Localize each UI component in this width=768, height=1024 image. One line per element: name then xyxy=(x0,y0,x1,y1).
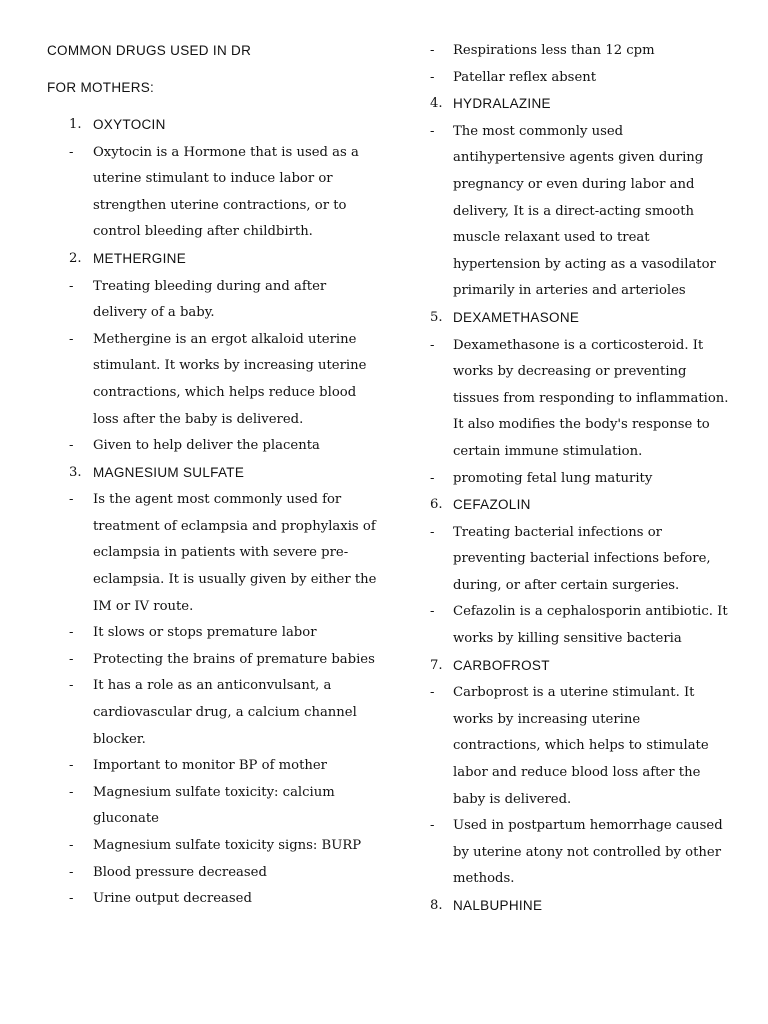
bullet-dash: - xyxy=(69,492,74,508)
bullet-text: Important to monitor BP of mother xyxy=(93,758,327,774)
bullet-point xyxy=(430,599,730,652)
document-title: COMMON DRUGS USED IN DR xyxy=(47,43,252,58)
bullet-dash: - xyxy=(430,524,435,540)
bullet-text: Treating bleeding during and after delivery of a baby. xyxy=(93,278,327,321)
drug-heading xyxy=(430,653,730,681)
bullet-dash: - xyxy=(430,69,435,85)
bullet-dash: - xyxy=(430,604,435,620)
right-list xyxy=(430,38,730,921)
drug-name: NALBUPHINE xyxy=(453,898,543,913)
bullet-dash: - xyxy=(69,758,74,774)
bullet-point xyxy=(430,65,730,92)
bullet-point xyxy=(47,647,377,674)
bullet-text: It slows or stops premature labor xyxy=(93,625,317,641)
bullet-dash: - xyxy=(430,685,435,701)
bullet-point xyxy=(47,780,377,833)
list-number: 7. xyxy=(430,657,443,673)
drug-name: HYDRALAZINE xyxy=(453,96,551,112)
bullet-point xyxy=(430,119,730,305)
right-column xyxy=(430,38,730,921)
bullet-text: It has a role as an anticonvulsant, a cardiovascular drug, a calcium channel blocker. xyxy=(93,678,357,747)
list-number: 2. xyxy=(69,250,82,266)
bullet-point xyxy=(47,274,377,327)
drug-name: CEFAZOLIN xyxy=(453,497,531,513)
bullet-text: Treating bacterial infections or preventing bacterial infections before, during, or after certain surgeries. xyxy=(453,524,711,593)
drug-heading xyxy=(47,112,377,140)
bullet-text: Methergine is an ergot alkaloid uterine stimulant. It works by increasing uterine contractions, which helps reduce blood loss after the baby is delivered. xyxy=(93,331,367,427)
bullet-text: Blood pressure decreased xyxy=(93,864,267,880)
bullet-dash: - xyxy=(430,123,435,139)
drug-name: DEXAMETHASONE xyxy=(453,309,580,325)
bullet-text: The most commonly used antihypertensive agents given during pregnancy or even during labor and delivery, It is a direct-acting smooth muscle relaxant used to treat hypertension by acting as a vasodilator primarily in arteries and arterioles xyxy=(453,123,716,299)
bullet-dash: - xyxy=(69,144,74,160)
bullet-point xyxy=(430,680,730,813)
bullet-text: Respirations less than 12 cpm xyxy=(453,43,655,58)
bullet-dash: - xyxy=(430,43,435,58)
bullet-dash: - xyxy=(69,625,74,641)
bullet-dash: - xyxy=(69,438,74,454)
list-number: 5. xyxy=(430,309,443,325)
bullet-text: Given to help deliver the placenta xyxy=(93,438,320,454)
bullet-point xyxy=(430,466,730,493)
drug-name: METHERGINE xyxy=(93,250,187,266)
bullet-text: Patellar reflex absent xyxy=(453,69,597,85)
bullet-dash: - xyxy=(430,470,435,486)
bullet-text: Is the agent most commonly used for treatment of eclampsia and prophylaxis of eclampsia in patients with severe pre-eclampsia. It is usually given by either the IM or IV route. xyxy=(93,492,377,614)
bullet-dash: - xyxy=(69,838,74,853)
bullet-text: Used in postpartum hemorrhage caused by uterine atony not controlled by other methods. xyxy=(453,818,723,887)
bullet-point xyxy=(47,886,377,913)
list-number: 6. xyxy=(430,497,443,513)
bullet-point xyxy=(430,38,730,65)
left-list xyxy=(47,112,377,913)
bullet-point xyxy=(430,813,730,893)
bullet-dash: - xyxy=(430,818,435,834)
bullet-point xyxy=(47,673,377,753)
bullet-dash: - xyxy=(69,331,74,347)
drug-heading xyxy=(430,492,730,520)
bullet-dash: - xyxy=(69,891,74,907)
bullet-text: Carboprost is a uterine stimulant. It works by increasing uterine contractions, which helps to stimulate labor and reduce blood loss after the baby is delivered. xyxy=(453,685,709,807)
bullet-point xyxy=(430,333,730,466)
bullet-dash: - xyxy=(69,784,74,800)
bullet-text: Magnesium sulfate toxicity signs: BURP xyxy=(93,838,362,853)
bullet-dash: - xyxy=(69,651,74,667)
drug-heading xyxy=(430,893,730,921)
list-number: 3. xyxy=(69,464,82,480)
bullet-point xyxy=(47,327,377,433)
bullet-dash: - xyxy=(69,864,74,880)
bullet-point xyxy=(47,487,377,620)
bullet-text: Protecting the brains of premature babies xyxy=(93,651,375,667)
bullet-point xyxy=(47,753,377,780)
bullet-point xyxy=(47,833,377,860)
list-number: 1. xyxy=(69,116,82,132)
bullet-text: promoting fetal lung maturity xyxy=(453,470,653,486)
drug-name: MAGNESIUM SULFATE xyxy=(93,464,245,480)
drug-heading xyxy=(430,91,730,119)
list-number: 4. xyxy=(430,96,443,112)
bullet-dash: - xyxy=(69,278,74,294)
bullet-point xyxy=(47,860,377,887)
document-subtitle: FOR MOTHERS: xyxy=(47,79,155,95)
bullet-point xyxy=(47,620,377,647)
list-number: 8. xyxy=(430,898,443,913)
left-column xyxy=(47,38,377,913)
drug-heading xyxy=(430,305,730,333)
bullet-text: Magnesium sulfate toxicity: calcium gluconate xyxy=(93,784,335,827)
drug-name: OXYTOCIN xyxy=(93,116,166,132)
drug-heading xyxy=(47,460,377,488)
bullet-point xyxy=(47,433,377,460)
bullet-point xyxy=(430,520,730,600)
drug-name: CARBOFROST xyxy=(453,657,550,673)
bullet-text: Urine output decreased xyxy=(93,891,252,907)
bullet-text: Cefazolin is a cephalosporin antibiotic. It works by killing sensitive bacteria xyxy=(453,604,728,647)
drug-heading xyxy=(47,246,377,274)
bullet-text: Dexamethasone is a corticosteroid. It works by decreasing or preventing tissues from responding to inflammation. It also modifies the body's response to certain immune stimulation. xyxy=(453,337,729,459)
bullet-dash: - xyxy=(430,337,435,353)
bullet-text: Oxytocin is a Hormone that is used as a uterine stimulant to induce labor or strengthen uterine contractions, or to control bleeding after childbirth. xyxy=(93,144,359,240)
bullet-point xyxy=(47,140,377,246)
bullet-dash: - xyxy=(69,678,74,694)
